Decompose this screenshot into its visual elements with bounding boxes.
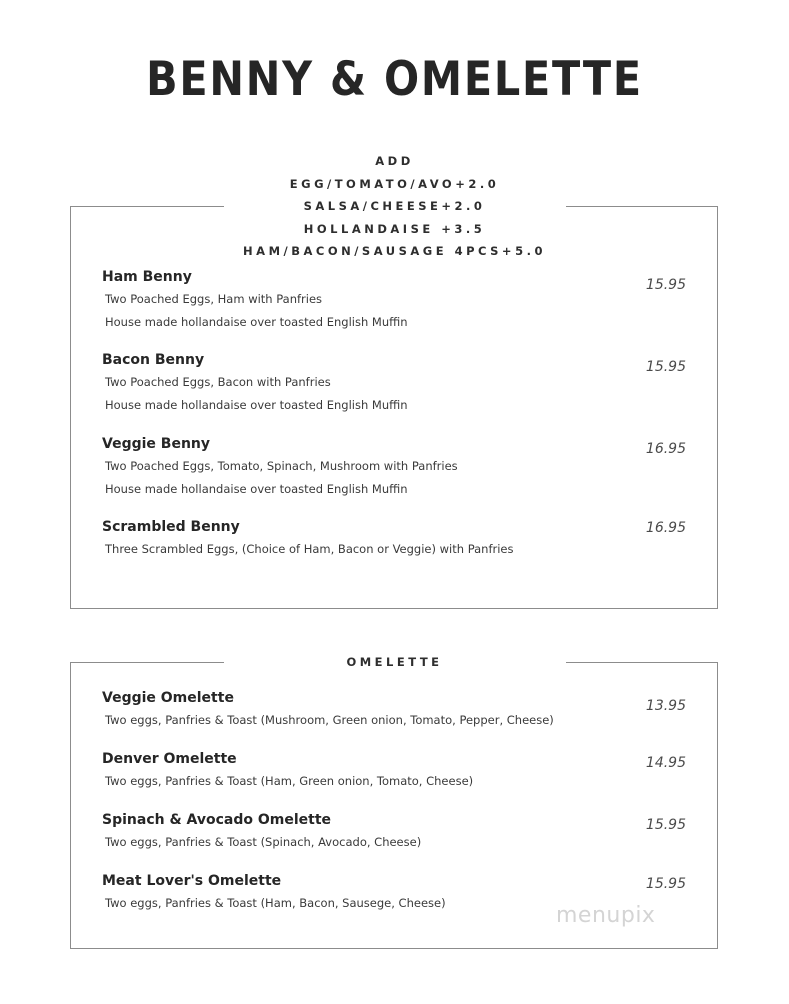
menu-item-veggie-omelette — [102, 690, 702, 732]
item-name: Scrambled Benny — [102, 519, 240, 535]
watermark-logo: menupix — [556, 903, 656, 928]
item-name: Meat Lover's Omelette — [102, 873, 282, 889]
add-on-line: EGG/TOMATO/AVO+2.0 — [289, 176, 500, 191]
menu-item-ham-benny — [102, 269, 702, 334]
item-name: Denver Omelette — [102, 751, 237, 767]
item-description: Two eggs, Panfries & Toast (Mushroom, Green onion, Tomato, Pepper, Cheese) — [105, 713, 554, 727]
item-price: 15.95 — [645, 817, 686, 833]
item-name: Veggie Omelette — [102, 690, 234, 706]
item-description: Three Scrambled Eggs, (Choice of Ham, Bacon or Veggie) with Panfries — [105, 542, 514, 556]
add-on-line: SALSA/CHEESE+2.0 — [303, 199, 486, 213]
item-name: Ham Benny — [102, 269, 192, 285]
item-description: Two Poached Eggs, Tomato, Spinach, Mushroom with Panfries — [105, 459, 458, 473]
item-price: 16.95 — [645, 520, 686, 536]
item-price: 13.95 — [645, 698, 686, 714]
item-description: Two eggs, Panfries & Toast (Ham, Green onion, Tomato, Cheese) — [105, 774, 474, 788]
add-on-line: HOLLANDAISE +3.5 — [303, 221, 486, 236]
item-description: Two Poached Eggs, Ham with Panfries — [105, 292, 323, 306]
menu-item-veggie-benny — [102, 436, 702, 501]
item-price: 15.95 — [645, 359, 686, 375]
item-name: Veggie Benny — [102, 436, 211, 452]
page-title: BENNY & OMELETTE — [146, 52, 643, 107]
item-description: Two eggs, Panfries & Toast (Spinach, Avocado, Cheese) — [105, 835, 422, 849]
menu-item-denver-omelette — [102, 751, 702, 793]
item-name: Bacon Benny — [102, 352, 205, 368]
add-ons-list — [0, 150, 789, 263]
item-price: 15.95 — [645, 876, 686, 892]
menu-item-spinach-avocado-omelette — [102, 812, 702, 854]
omelette-heading: OMELETTE — [346, 655, 443, 669]
add-ons-heading: ADD — [375, 154, 414, 168]
add-on-line: HAM/BACON/SAUSAGE 4PCS+5.0 — [243, 244, 546, 258]
item-description: House made hollandaise over toasted English Muffin — [105, 482, 408, 496]
item-price: 15.95 — [645, 277, 686, 293]
item-description: House made hollandaise over toasted English Muffin — [105, 398, 408, 412]
menu-item-scrambled-benny — [102, 519, 702, 561]
menu-item-bacon-benny — [102, 352, 702, 417]
item-description: Two Poached Eggs, Bacon with Panfries — [105, 375, 331, 389]
item-price: 16.95 — [645, 441, 686, 457]
item-description: Two eggs, Panfries & Toast (Ham, Bacon, Sausege, Cheese) — [105, 896, 446, 910]
item-price: 14.95 — [645, 755, 686, 771]
item-description: House made hollandaise over toasted English Muffin — [105, 315, 408, 329]
item-name: Spinach & Avocado Omelette — [102, 812, 332, 828]
